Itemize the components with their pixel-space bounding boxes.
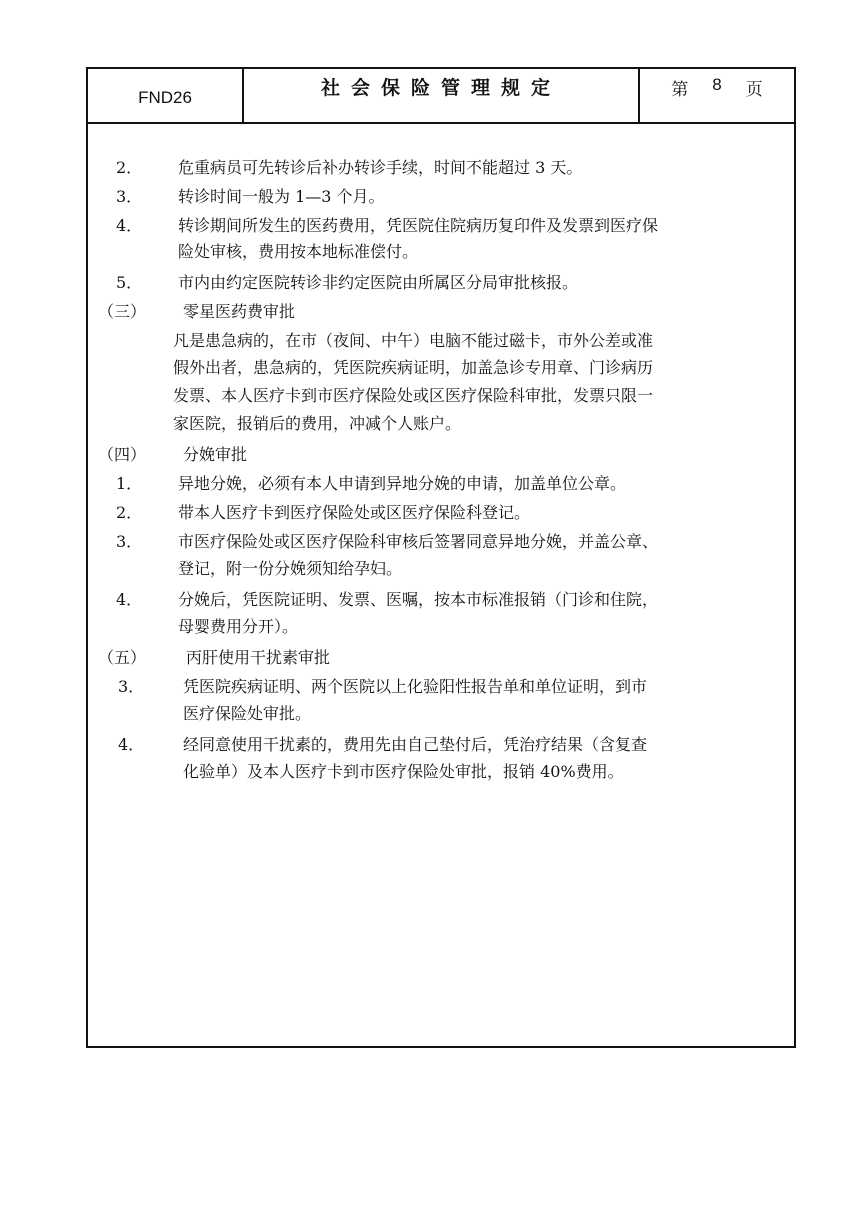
body-line: 市内由约定医院转诊非约定医院由所属区分局审批核报。 (178, 273, 579, 292)
body-line: 化验单）及本人医疗卡到市医疗保险处审批，报销 40%费用。 (183, 762, 624, 781)
body-line: 险处审核，费用按本地标准偿付。 (178, 242, 419, 261)
body-line: 医疗保险处审批。 (183, 704, 312, 723)
item-number: 2． (116, 158, 143, 177)
item-number: 4． (116, 590, 143, 609)
item-number: 5． (116, 273, 143, 292)
section-heading: 零星医药费审批 (183, 302, 296, 321)
body-line: 市医疗保险处或区医疗保险科审核后签署同意异地分娩，并盖公章、 (178, 532, 659, 551)
body-line: 家医院，报销后的费用，冲减个人账户。 (173, 414, 462, 433)
page-number: 8 (712, 75, 722, 94)
item-number: 4． (118, 735, 145, 754)
section-number: （三） (98, 302, 147, 321)
body-line: 发票、本人医疗卡到市医疗保险处或区医疗保险科审批，发票只限一 (173, 386, 654, 405)
section-heading: 丙肝使用干扰素审批 (186, 648, 331, 667)
item-number: 3． (118, 677, 145, 696)
body-line: 转诊期间所发生的医药费用，凭医院住院病历复印件及发票到医疗保 (178, 216, 659, 235)
body-line: 异地分娩，必须有本人申请到异地分娩的申请，加盖单位公章。 (178, 474, 627, 493)
page-suffix: 页 (745, 80, 763, 100)
body-line: 危重病员可先转诊后补办转诊手续，时间不能超过 3 天。 (178, 158, 583, 177)
item-number: 4． (116, 216, 143, 235)
body-line: 经同意使用干扰素的，费用先由自己垫付后，凭治疗结果（含复查 (183, 735, 648, 754)
body-line: 假外出者，患急病的，凭医院疾病证明，加盖急诊专用章、门诊病历 (173, 358, 654, 377)
section-number: （五） (98, 648, 147, 667)
body-line: 分娩后，凭医院证明、发票、医嘱，按本市标准报销（门诊和住院， (178, 590, 659, 609)
body-line: 母婴费用分开）。 (178, 617, 299, 636)
body-line: 凭医院疾病证明、两个医院以上化验阳性报告单和单位证明，到市 (183, 677, 648, 696)
item-number: 3． (116, 187, 143, 206)
section-number: （四） (98, 445, 147, 464)
item-number: 3． (116, 532, 143, 551)
header-table (88, 69, 794, 124)
page-indicator (640, 69, 794, 122)
document-frame (86, 67, 796, 1048)
body-line: 登记，附一份分娩须知给孕妇。 (178, 559, 403, 578)
item-number: 1． (116, 474, 143, 493)
document-code: FND26 (88, 69, 244, 122)
item-number: 2． (116, 503, 143, 522)
body-line: 带本人医疗卡到医疗保险处或区医疗保险科登记。 (178, 503, 531, 522)
document-title: 社会保险管理规定 (244, 69, 640, 122)
body-line: 转诊时间一般为 1—3 个月。 (178, 187, 385, 206)
page-prefix: 第 (671, 80, 689, 100)
section-heading: 分娩审批 (183, 445, 248, 464)
body-line: 凡是患急病的，在市（夜间、中午）电脑不能过磁卡，市外公差或准 (173, 331, 654, 350)
